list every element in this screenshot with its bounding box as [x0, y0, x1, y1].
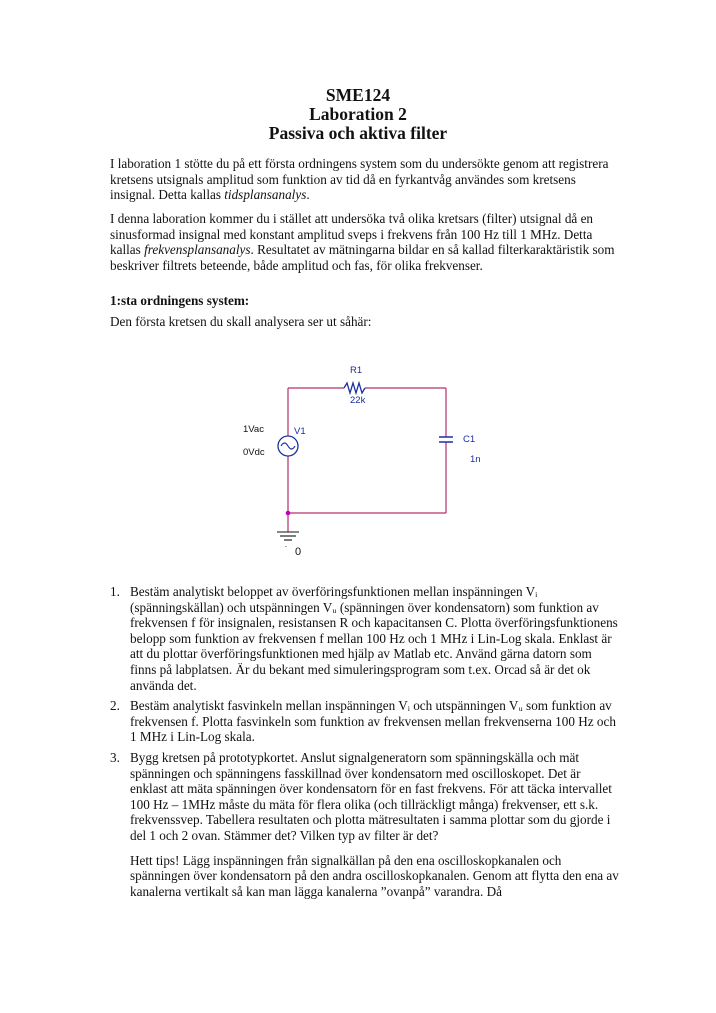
task-list — [110, 584, 620, 904]
ground-tick: - — [285, 544, 287, 550]
intro-p2-text: I denna laboration kommer du i stället att undersöka två olika kretsars (filter) utsignal då en sinusformad insignal med konstant amplitud sveps i frekvens från 100 Hz till 1 MHz. Detta kallas — [110, 211, 594, 258]
intro-p1-text: I laboration 1 stötte du på ett första ordningens system som du undersökte genom att registrera kretsens utsignals amplitud som funktion av tid då en fyrkantvåg användes som kretsens insignal. Detta kallas — [110, 156, 609, 203]
list-item-number: 1. — [110, 584, 120, 599]
section-heading: 1:sta ordningens system: — [110, 293, 250, 308]
document-title — [0, 86, 716, 143]
sine-wave-icon — [281, 443, 295, 449]
voltage-source-v1 — [243, 424, 306, 458]
intro-p2-end: . Resultatet av mätningarna bildar en så kallad filterkaraktäristik som beskriver filtrets beteende, både amplitud och fas, för olika frekvenser. — [110, 242, 615, 273]
c1-value: 1n — [470, 454, 481, 465]
list-item — [110, 584, 620, 693]
list-item — [110, 698, 620, 745]
list-item-number: 2. — [110, 698, 120, 714]
resistor-symbol — [344, 383, 365, 393]
r1-name: R1 — [350, 365, 363, 376]
intro-p2-term: frekvensplansanalys — [144, 242, 251, 258]
course-code: SME124 — [325, 85, 391, 105]
capacitor-c1 — [439, 434, 481, 465]
list-item-text: Bestäm analytiskt beloppet av överföringsfunktionen mellan inspänningen Vᵢ (spänningskällan) och utspänningen Vᵤ (spänningen över kondensatorn) som funktion av frekvensen f för insignalen, resistansen R och kapacitansen C. Plotta överföringsfunktionens belopp som funktion av frekvensen f mellan 100 Hz och 1 MHz i Lin-Log skala. Enklast är att du plottar överföringsfunktionen med hjälp av Matlab etc. Använd gärna datorn som finns på labplatsen. Är du bekant med simuleringsprogram som t.ex. Orcad så är det ok använda det. — [130, 584, 618, 693]
ground-label: 0 — [295, 546, 302, 558]
v1-ac: 1Vac — [243, 424, 264, 435]
list-item-tip: Hett tips! Lägg inspänningen från signalkällan på den ena oscilloskopkanalen och spänningen över kondensatorn på den andra oscilloskopkanalen. Genom att flytta den ena av kanalerna vertikalt så kan man lägga kanalerna ”ovanpå” varandra. Då — [130, 852, 619, 899]
intro-paragraph-2 — [110, 211, 620, 273]
intro-p1-term: tidsplansanalys — [224, 187, 307, 203]
list-item-text: Bestäm analytiskt fasvinkeln mellan inspänningen Vᵢ och utspänningen Vᵤ som funktion av frekvensen f. Plotta fasvinkeln som funktion av frekvensen mellan frekvenserna 100 Hz och 1 MHz i Lin-Log skala. — [130, 698, 616, 745]
resistor-r1 — [344, 365, 366, 406]
list-item-number: 3. — [110, 749, 120, 765]
ground-symbol — [277, 532, 301, 558]
v1-dc: 0Vdc — [243, 447, 265, 458]
c1-name: C1 — [463, 434, 476, 445]
section-lead: Den första kretsen du skall analysera ser ut såhär: — [110, 314, 372, 329]
circuit-wires — [288, 388, 446, 532]
ground-node-dot — [286, 511, 291, 516]
lab-subject: Passiva och aktiva filter — [268, 123, 448, 143]
list-item-text: Bygg kretsen på prototypkortet. Anslut signalgeneratorn som spänningskälla och mät spänningen och spänningens fasskillnad över kondensatorn med oscilloskopet. Det är enklast att mäta spänningen över kondensatorn för en fast frekvens. För att täcka intervallet 100 Hz – 1MHz måste du mäta för flera olika (och tillräckligt många) frekvenser, ett s.k. frekvenssvep. Tabellera resultaten och plotta mätresultaten i samma plottar som du gjorde i del 1 och 2 ovan. Stämmer det? Vilken typ av filter är det? — [130, 749, 612, 843]
v1-name: V1 — [294, 426, 306, 437]
intro-paragraph-1 — [110, 156, 620, 203]
intro-p1-end: . — [306, 187, 310, 203]
r1-value: 22k — [350, 395, 366, 406]
list-item — [110, 750, 620, 899]
lab-number: Laboration 2 — [309, 104, 407, 124]
circuit-diagram — [0, 360, 716, 580]
